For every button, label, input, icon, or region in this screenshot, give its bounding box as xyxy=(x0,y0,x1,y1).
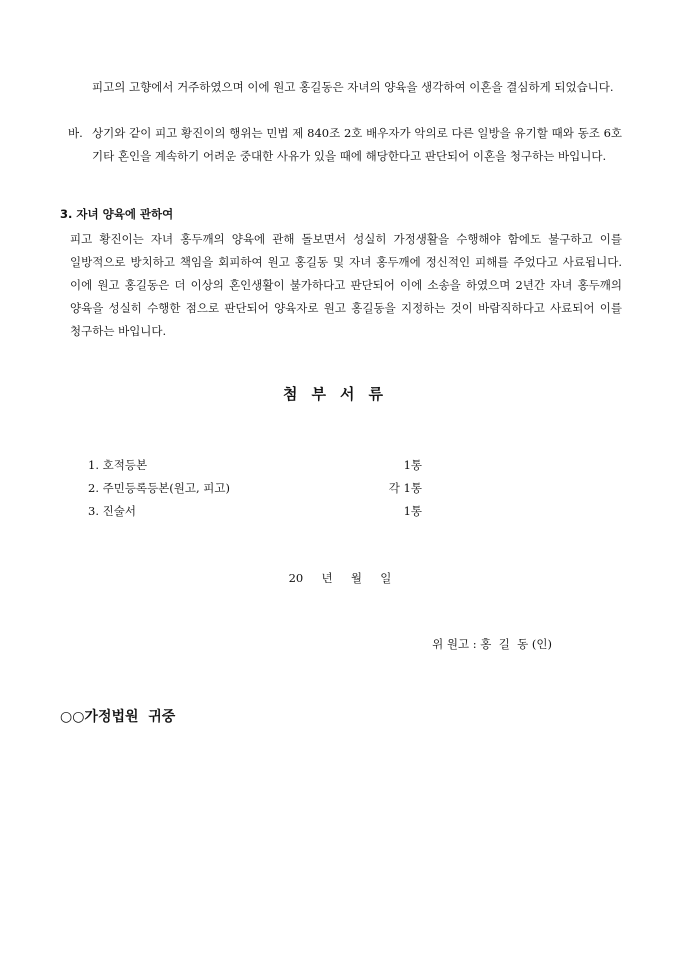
date-line: 20 년 월 일 xyxy=(288,571,392,585)
attachment-qty: 1통 xyxy=(403,458,422,472)
attachment-row xyxy=(88,454,422,476)
attachment-row xyxy=(88,477,422,499)
section-3-heading: 3. 자녀 양육에 관하여 xyxy=(60,207,174,221)
plaintiff-signature: 위 원고 : 홍 길 동 (인) xyxy=(432,637,552,651)
court-addressee: ○○가정법원 귀중 xyxy=(60,709,176,725)
attachment-row xyxy=(88,500,422,522)
section-3-body: 피고 황진이는 자녀 홍두깨의 양육에 관해 돌보면서 성실히 가정생활을 수행해야 함에도 불구하고 이를 일방적으로 방치하고 책임을 회피하여 원고 홍길동 및 자녀 홍두깨에 정신적인 피해를 주었다고 사료됩니다. 이에 원고 홍길동은 더 이상의 혼인생활이 불가하다고 판단되어 이에 소송을 하였으며 2년간 자녀 홍두깨의 양육을 성실히 수행한 점으로 판단되어 양육자로 원고 홍길동을 지정하는 것이 바람직하다고 사료되어 이를 청구하는 바입니다. xyxy=(70,232,622,338)
attachments-title: 첨부서류 xyxy=(283,385,397,403)
attachment-name: 2. 주민등록등본(원고, 피고) xyxy=(88,481,231,495)
attachment-name: 1. 호적등본 xyxy=(88,458,148,472)
item-ba-marker: 바. xyxy=(68,126,83,140)
attachment-qty: 1통 xyxy=(403,504,422,518)
continued-paragraph: 피고의 고향에서 거주하였으며 이에 원고 홍길동은 자녀의 양육을 생각하여 이혼을 결심하게 되었습니다. xyxy=(92,80,614,94)
item-ba-text: 상기와 같이 피고 황진이의 행위는 민법 제 840조 2호 배우자가 악의로 다른 일방을 유기할 때와 동조 6호 기타 혼인을 계속하기 어려운 중대한 사유가 있을 때에 해당한다고 판단되어 이혼을 청구하는 바입니다. xyxy=(92,126,622,163)
attachment-name: 3. 진술서 xyxy=(88,504,136,518)
attachment-qty: 각 1통 xyxy=(388,481,422,495)
